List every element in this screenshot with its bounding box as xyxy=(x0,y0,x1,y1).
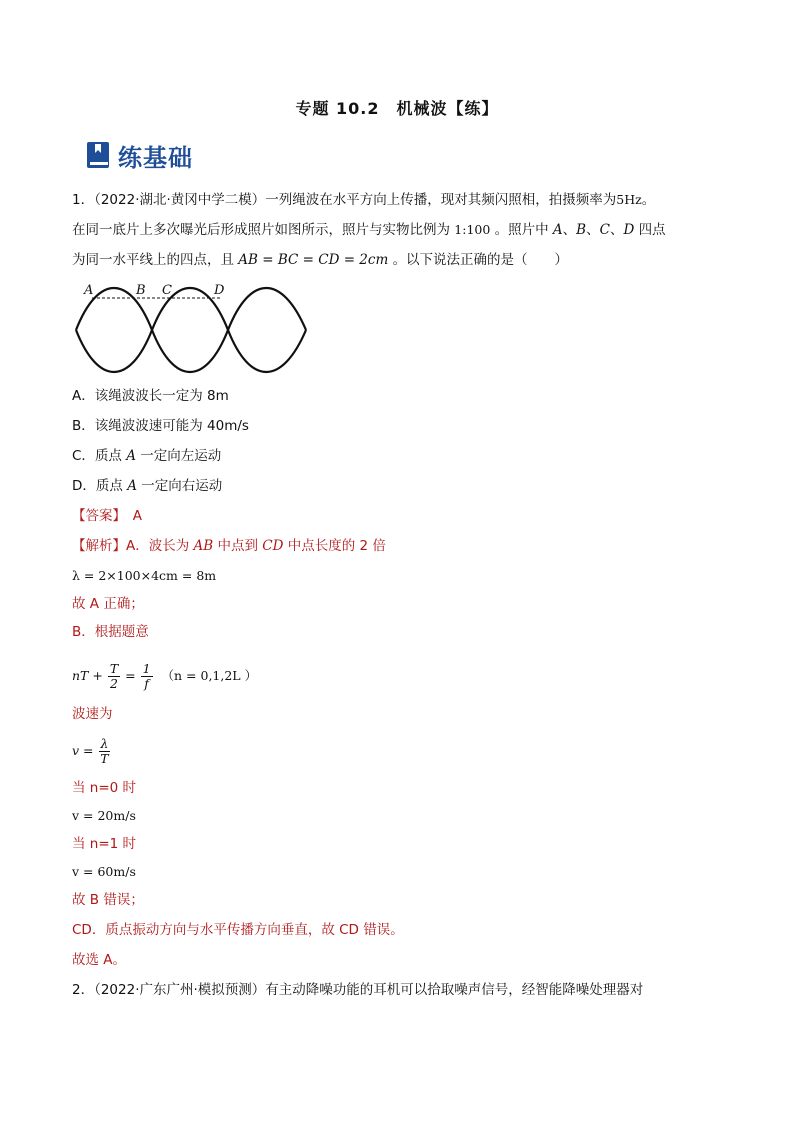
figure-label-b: B xyxy=(136,283,146,298)
wave-curve-lower xyxy=(76,288,306,372)
wave-curve-upper xyxy=(76,288,306,372)
equation-period: nT + $\frac{T}{2}$ = $\frac{1}{f}$ （n = 0,1,2L ） xyxy=(72,661,258,691)
final-answer-line: 故选 A。 xyxy=(72,952,127,968)
a-correct-line: 故 A 正确； xyxy=(72,596,144,612)
wave-figure xyxy=(72,280,322,380)
option-c: C．质点 A 一定向左运动 xyxy=(72,448,222,464)
question-1-line-3: 为同一水平线上的四点，且 AB = BC = CD = 2cm 。以下说法正确的是（ ） xyxy=(72,252,569,268)
equation-lambda: λ = 2×100×4cm = 8m xyxy=(72,568,217,583)
figure-label-d: D xyxy=(214,283,225,298)
question-2-line-1: 2．（2022·广东广州·模拟预测）有主动降噪功能的耳机可以拾取噪声信号，经智能降噪处理器对 xyxy=(72,982,644,998)
figure-label-a: A xyxy=(84,283,94,298)
cd-analysis-line: CD．质点振动方向与水平传播方向垂直，故 CD 错误。 xyxy=(72,922,404,938)
answer-line: 【答案】 A xyxy=(72,508,142,524)
section-label: 练基础 xyxy=(118,143,193,172)
figure-label-c: C xyxy=(162,283,172,298)
wave-speed-line: 波速为 xyxy=(72,706,113,722)
option-d: D．质点 A 一定向右运动 xyxy=(72,478,223,494)
question-1-line-2: 在同一底片上多次曝光后形成照片如图所示，照片与实物比例为 1:100 。照片中 A、B、C、D 四点 xyxy=(72,222,666,238)
option-a: A．该绳波波长一定为 8m xyxy=(72,388,229,404)
analysis-line: 【解析】A．波长为 AB 中点到 CD 中点长度的 2 倍 xyxy=(72,538,386,554)
equation-v60: v = 60m/s xyxy=(72,864,136,879)
option-b: B．该绳波波速可能为 40m/s xyxy=(72,418,249,434)
case-n0-line: 当 n=0 时 xyxy=(72,780,137,796)
case-n1-line: 当 n=1 时 xyxy=(72,836,137,852)
equation-v: v = $\frac{\lambda}{T}$ xyxy=(72,736,109,766)
book-icon xyxy=(86,141,110,169)
b-wrong-line: 故 B 错误； xyxy=(72,892,144,908)
question-1-line-1: 1．（2022·湖北·黄冈中学二模）一列绳波在水平方向上传播，现对其频闪照相，拍摄频率为5Hz。 xyxy=(72,192,656,208)
b-intro-line: B．根据题意 xyxy=(72,624,149,640)
page-title: 专题 10.2 机械波【练】 xyxy=(295,99,499,118)
equation-v20: v = 20m/s xyxy=(72,808,136,823)
section-heading xyxy=(86,138,193,172)
